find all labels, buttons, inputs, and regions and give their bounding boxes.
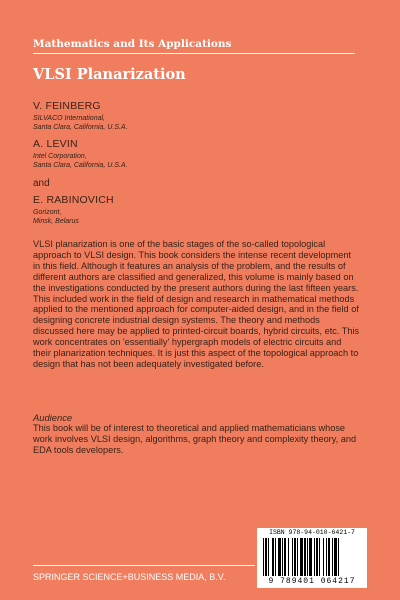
- barcode-bars: [263, 538, 361, 576]
- barcode-stripe: [328, 538, 330, 576]
- affiliation-line: Santa Clara, California, U.S.A.: [33, 123, 128, 131]
- barcode-stripe: [307, 538, 308, 576]
- barcode-stripe: [272, 538, 274, 576]
- author-block: [33, 100, 128, 132]
- audience-heading: Audience: [33, 412, 73, 423]
- isbn-label: ISBN 978-94-010-6421-7: [269, 529, 355, 536]
- affiliation-line: Minsk, Belarus: [33, 217, 79, 225]
- author-name: V. FEINBERG: [33, 100, 101, 112]
- author-block: [33, 194, 114, 226]
- barcode-stripe: [278, 538, 281, 576]
- bottom-divider: [33, 565, 255, 566]
- book-description: VLSI planarization is one of the basic stages of the so-called topological approach to VLSI design. This book considers the intense recent development in this field. Although it features an analysis of the problem, and the results of different authors are classified and generalized, this volume is mainly based on the investigations conducted by the present authors during the last fifteen years. This included work in the field of design and research in mathematical methods applied to the mentioned approach for computer-aided design, and in the field of designing concrete industrial design systems. The theory and methods discussed here may be applied to printed-circuit boards, hybrid circuits, etc. This work concentrates on 'essentially' hypergraph models of electric circuits and their planarization techniques. It is just this aspect of the topological approach to design that has not been adequately investigated before.: [33, 239, 360, 369]
- affiliation-line: Gorizont,: [33, 209, 62, 216]
- affiliation-line: Intel Corporation,: [33, 153, 87, 160]
- audience-text: This book will be of interest to theoretical and applied mathematicians whose work involves VLSI design, algorithms, graph theory and complexity theory, and EDA tools developers.: [33, 423, 357, 455]
- book-title: VLSI Planarization: [33, 66, 186, 83]
- author-conjunction: and: [33, 178, 50, 189]
- barcode-stripe: [300, 538, 303, 576]
- author-affiliation: [33, 153, 128, 170]
- author-affiliation: [33, 115, 128, 132]
- barcode-stripe: [263, 538, 264, 576]
- series-title: Mathematics and Its Applications: [33, 38, 232, 50]
- top-divider: [33, 53, 355, 54]
- barcode-stripe: [288, 538, 289, 576]
- barcode-stripe: [284, 538, 286, 576]
- barcode-stripe: [314, 538, 315, 576]
- barcode-stripe: [292, 538, 293, 576]
- barcode-stripe: [268, 538, 269, 576]
- barcode-stripe: [309, 538, 312, 576]
- barcode-stripe: [297, 538, 298, 576]
- affiliation-line: SILVACO International,: [33, 115, 105, 122]
- affiliation-line: Santa Clara, California, U.S.A.: [33, 161, 128, 169]
- author-block: [33, 138, 128, 170]
- ean-number: 9 789401 064217: [268, 577, 356, 586]
- author-name: E. RABINOVICH: [33, 194, 114, 206]
- author-affiliation: [33, 209, 114, 226]
- barcode: [257, 528, 367, 588]
- barcode-stripe: [323, 538, 324, 576]
- barcode-stripe: [334, 538, 337, 576]
- barcode-stripe: [294, 538, 296, 576]
- author-name: A. LEVIN: [33, 138, 78, 150]
- barcode-stripe: [332, 538, 333, 576]
- barcode-stripe: [265, 538, 267, 576]
- barcode-stripe: [275, 538, 276, 576]
- publisher-name: SPRINGER SCIENCE+BUSINESS MEDIA, B.V.: [33, 572, 226, 582]
- barcode-stripe: [304, 538, 306, 576]
- barcode-stripe: [326, 538, 327, 576]
- barcode-stripe: [338, 538, 339, 576]
- barcode-stripe: [319, 538, 320, 576]
- barcode-stripe: [282, 538, 283, 576]
- barcode-stripe: [316, 538, 318, 576]
